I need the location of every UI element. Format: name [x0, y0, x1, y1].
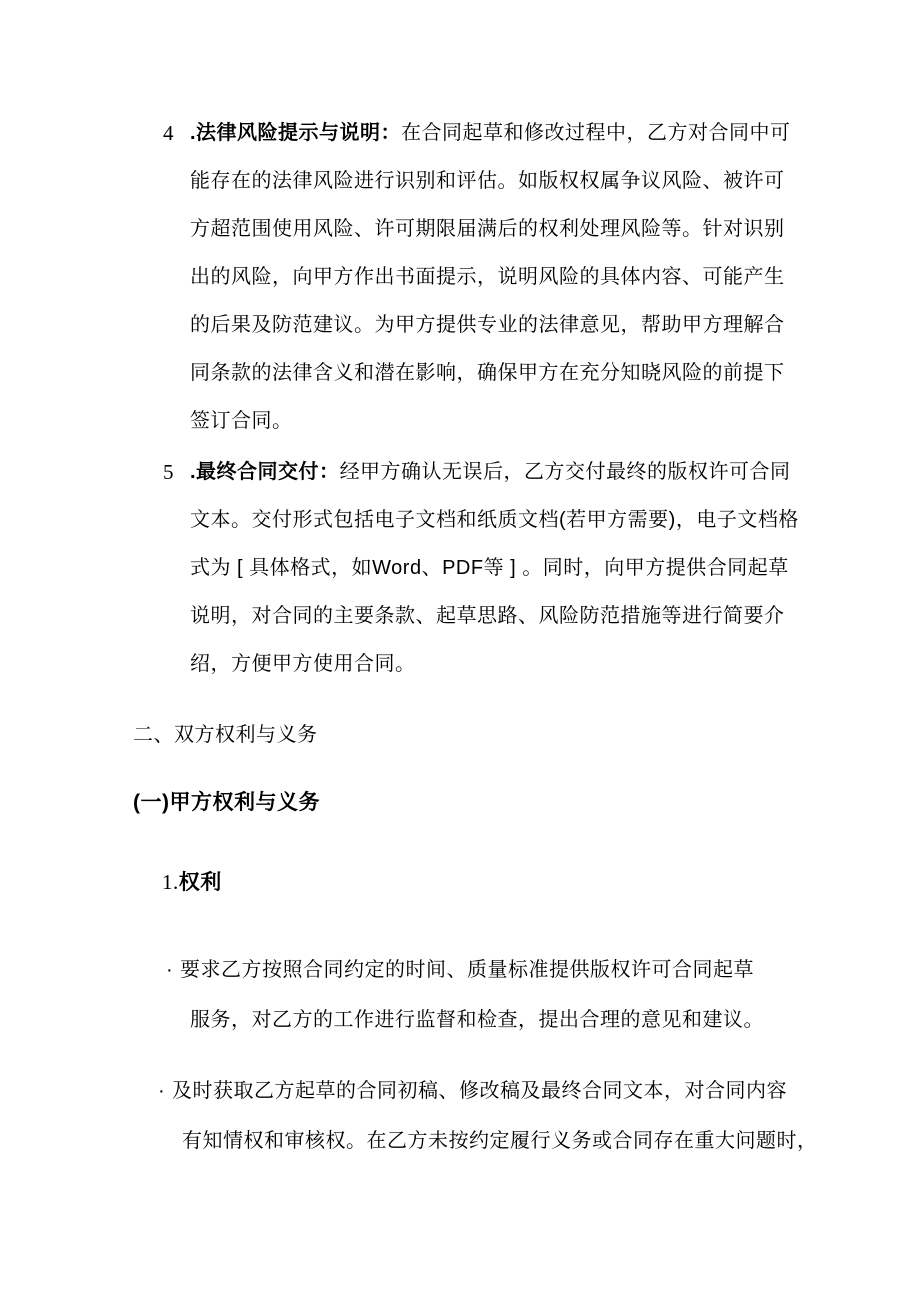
numbered-item-4: [163, 109, 850, 445]
text-line: 同条款的法律含义和潜在影响，确保甲方在充分知晓风险的前提下: [190, 362, 785, 384]
text-line: 文本。交付形式包括电子文档和纸质文档(若甲方需要)，电子文档格: [190, 509, 799, 531]
text-line: 式为 [ 具体格式，如Word、PDF等 ] 。同时，向甲方提供合同起草: [190, 557, 789, 579]
minor-heading: [162, 858, 920, 907]
text-line: 及时获取乙方起草的合同初稿、修改稿及最终合同文本，对合同内容: [172, 1080, 787, 1102]
bullet-marker: ·: [158, 1080, 166, 1102]
text-line: 要求乙方按照合同约定的时间、质量标准提供版权许可合同起草: [180, 959, 754, 981]
text-line: 出的风险，向甲方作出书面提示，说明风险的具体内容、可能产生: [190, 266, 785, 288]
item-number: 4: [163, 121, 174, 145]
subsection-heading: (一)甲方权利与义务: [133, 791, 320, 814]
text-line: 签订合同。: [190, 410, 293, 432]
text-line: 说明，对合同的主要条款、起草思路、风险防范措施等进行简要介: [190, 605, 785, 627]
bullet-item: [166, 945, 920, 1045]
item-title: .最终合同交付：: [190, 461, 340, 483]
text-line: 服务，对乙方的工作进行监督和检查，提出合理的意见和建议。: [190, 1009, 764, 1031]
item-number: 5: [163, 460, 174, 484]
bullet-item: [158, 1066, 920, 1166]
text-run: 经甲方确认无误后，乙方交付最终的版权许可合同: [339, 461, 791, 483]
minor-heading-number: 1.: [162, 870, 179, 894]
text-line: [190, 448, 850, 496]
numbered-item-5: [163, 448, 850, 688]
text-line: 能存在的法律风险进行识别和评估。如版权权属争议风险、被许可: [190, 170, 785, 192]
text-line: 绍，方便甲方使用合同。: [190, 653, 416, 675]
text-run: 在合同起草和修改过程中，乙方对合同中可: [401, 122, 791, 144]
item-title: .法律风险提示与说明：: [190, 122, 402, 144]
text-line: 方超范围使用风险、许可期限届满后的权利处理风险等。针对识别: [190, 218, 785, 240]
text-line: 的后果及防范建议。为甲方提供专业的法律意见，帮助甲方理解合: [190, 314, 785, 336]
section-heading: 二、双方权利与义务: [133, 724, 318, 746]
minor-heading-label: 权利: [178, 871, 222, 894]
text-line: [190, 109, 850, 157]
text-line: 有知情权和审核权。在乙方未按约定履行义务或合同存在重大问题时，: [182, 1130, 818, 1152]
bullet-marker: ·: [166, 959, 174, 981]
